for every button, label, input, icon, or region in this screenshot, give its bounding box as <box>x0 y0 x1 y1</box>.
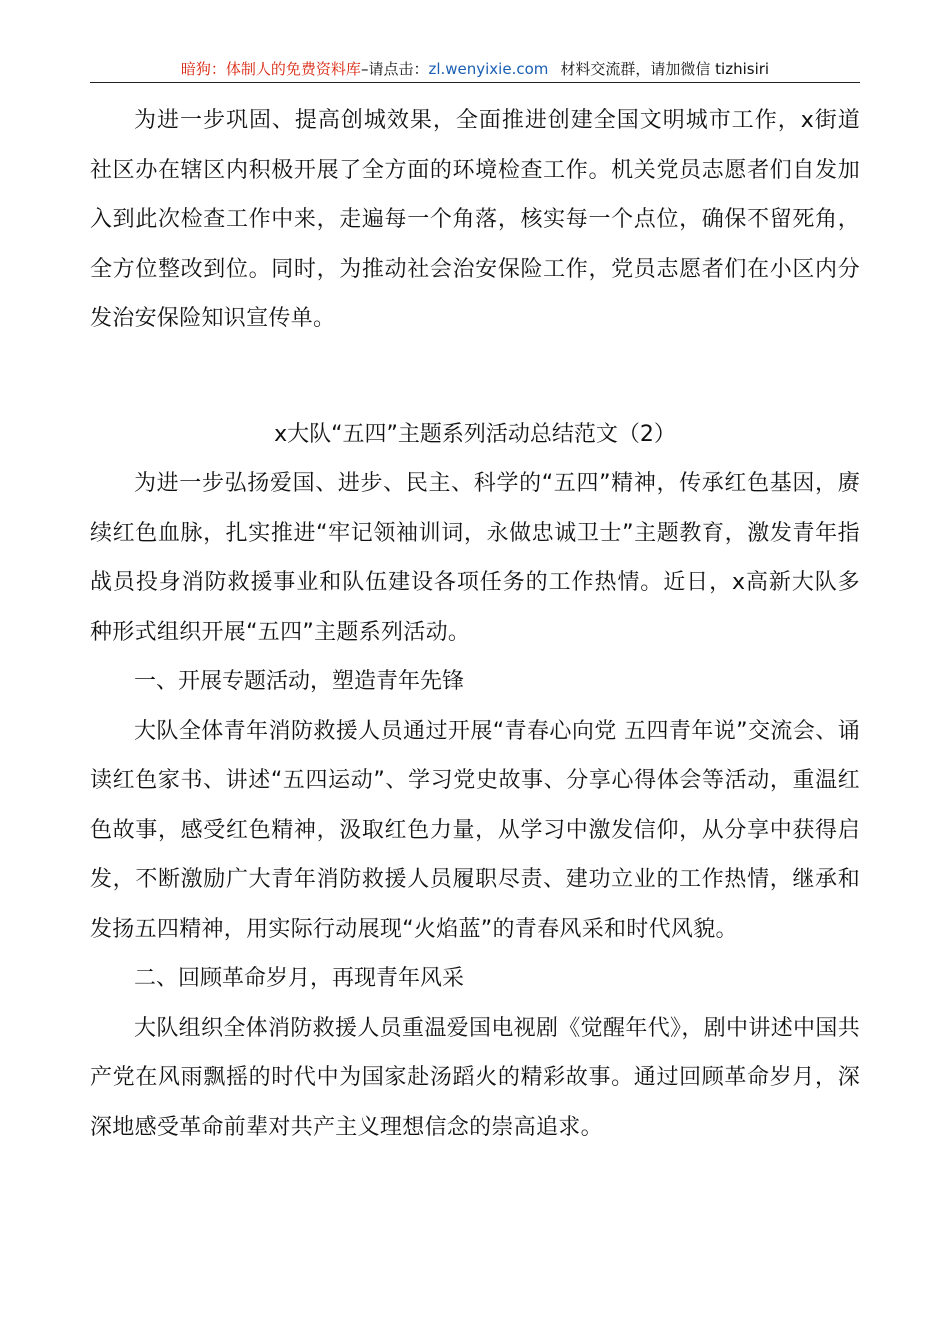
section-gap <box>90 344 860 410</box>
header-brand: 暗狗：体制人的免费资料库 <box>180 60 361 78</box>
article1-paragraph: 为进一步巩固、提高创城效果，全面推进创建全国文明城市工作，x街道社区办在辖区内积极开展了全方面的环境检查工作。机关党员志愿者们自发加入到此次检查工作中来，走遍每一个角落，核实每一个点位，确保不留死角，全方位整改到位。同时，为推动社会治安保险工作，党员志愿者们在小区内分发治安保险知识宣传单。 <box>90 108 860 331</box>
section2-heading: 二、回顾革命岁月，再现青年风采 <box>134 966 465 991</box>
header-wechat-note: 材料交流群，请加微信 tizhisiri <box>560 60 770 78</box>
section1-heading: 一、开展专题活动，塑造青年先锋 <box>134 669 465 694</box>
page-header <box>90 58 860 83</box>
section1-body: 大队全体青年消防救援人员通过开展“青春心向党 五四青年说”交流会、诵读红色家书、讲述“五四运动”、学习党史故事、分享心得体会等活动，重温红色故事，感受红色精神，汲取红色力量，从学习中激发信仰，从分享中获得启发，不断激励广大青年消防救援人员履职尽责、建功立业的工作热情，继承和发扬五四精神，用实际行动展现“火焰蓝”的青春风采和时代风貌。 <box>90 718 860 942</box>
article2-title: x大队“五四”主题系列活动总结范文（2） <box>274 421 676 447</box>
header-url-link[interactable]: zl.wenyixie.com <box>428 60 549 78</box>
document-body <box>90 96 860 1152</box>
section2-body: 大队组织全体消防救援人员重温爱国电视剧《觉醒年代》，剧中讲述中国共产党在风雨飘摇的时代中为国家赴汤蹈火的精彩故事。通过回顾革命岁月，深深地感受革命前辈对共产主义理想信念的崇高追求。 <box>90 1015 860 1140</box>
header-click-prompt: –请点击： <box>360 60 429 78</box>
article2-intro: 为进一步弘扬爱国、进步、民主、科学的“五四”精神，传承红色基因，赓续红色血脉，扎实推进“牢记领袖训词，永做忠诚卫士”主题教育，激发青年指战员投身消防救援事业和队伍建设各项任务的工作热情。近日，x高新大队多种形式组织开展“五四”主题系列活动。 <box>90 471 860 645</box>
